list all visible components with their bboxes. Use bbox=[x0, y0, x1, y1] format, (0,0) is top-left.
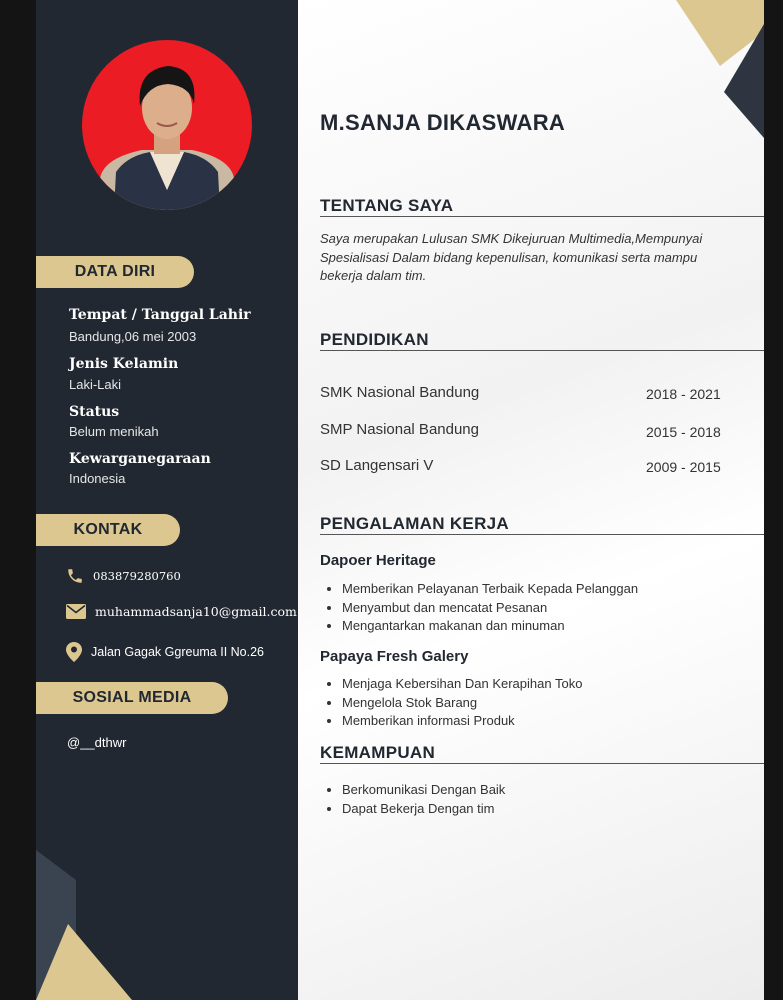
corner-decoration bbox=[36, 840, 298, 1000]
list-item: • Memberikan Pelayanan Terbaik Kepada Pelanggan bbox=[342, 580, 638, 599]
main-content bbox=[298, 0, 764, 1000]
gender-value: Laki-Laki bbox=[69, 377, 122, 392]
birth-value: Bandung,06 mei 2003 bbox=[69, 329, 197, 344]
status-label: Status bbox=[69, 404, 120, 420]
pendidikan-heading: PENDIDIKAN bbox=[320, 330, 429, 349]
sidebar bbox=[36, 0, 298, 1000]
divider bbox=[320, 216, 764, 217]
mail-icon bbox=[66, 604, 86, 619]
phone-icon bbox=[66, 567, 84, 585]
list-item: • Menyambut dan mencatat Pesanan bbox=[342, 599, 638, 618]
divider bbox=[320, 534, 764, 535]
data-diri-heading: DATA DIRI bbox=[36, 256, 194, 288]
school-name: SMP Nasional Bandung bbox=[320, 421, 479, 438]
school-years: 2018 - 2021 bbox=[646, 386, 721, 402]
list-item: • Dapat Bekerja Dengan tim bbox=[342, 800, 505, 819]
location-pin-icon bbox=[66, 642, 82, 662]
citizenship-value: Indonesia bbox=[69, 471, 126, 486]
sosial-media-heading: SOSIAL MEDIA bbox=[36, 682, 228, 714]
list-item: • Berkomunikasi Dengan Baik bbox=[342, 781, 505, 800]
status-value: Belum menikah bbox=[69, 424, 159, 439]
phone-number: 083879280760 bbox=[93, 569, 181, 583]
kontak-heading: KONTAK bbox=[36, 514, 180, 546]
list-item: • Mengelola Stok Barang bbox=[342, 694, 582, 713]
social-handle: @__dthwr bbox=[67, 735, 127, 750]
divider bbox=[320, 350, 764, 351]
address-row bbox=[66, 642, 264, 662]
skills-list bbox=[324, 781, 505, 818]
divider bbox=[320, 763, 764, 764]
list-item: • Memberikan informasi Produk bbox=[342, 712, 582, 731]
resume-page bbox=[36, 0, 764, 1000]
citizenship-label: Kewarganegaraan bbox=[69, 451, 211, 467]
email-row bbox=[66, 604, 297, 619]
email-address: muhammadsanja10@gmail.com bbox=[95, 604, 297, 619]
full-name: M.SANJA DIKASWARA bbox=[320, 110, 566, 135]
tentang-heading: TENTANG SAYA bbox=[320, 196, 454, 215]
social-row bbox=[67, 735, 126, 750]
list-item: • Mengantarkan makanan dan minuman bbox=[342, 617, 638, 636]
job-duties-list bbox=[324, 675, 582, 731]
job-company: Papaya Fresh Galery bbox=[320, 648, 469, 665]
top-right-decoration bbox=[658, 0, 764, 140]
job-duties-list bbox=[324, 580, 638, 636]
phone-row bbox=[66, 567, 181, 585]
job-company: Dapoer Heritage bbox=[320, 552, 436, 569]
address-text: Jalan Gagak Ggreuma II No.26 bbox=[91, 645, 265, 659]
kemampuan-heading: KEMAMPUAN bbox=[320, 743, 436, 762]
gender-label: Jenis Kelamin bbox=[69, 356, 179, 372]
school-years: 2015 - 2018 bbox=[646, 424, 721, 440]
school-name: SMK Nasional Bandung bbox=[320, 384, 480, 401]
about-text: Saya merupakan Lulusan SMK Dikejuruan Multimedia,Mempunyai Spesialisasi Dalam bidang kepenulisan, komunikasi serta mampu bekerja dalam tim. bbox=[320, 231, 703, 283]
list-item: • Menjaga Kebersihan Dan Kerapihan Toko bbox=[342, 675, 582, 694]
profile-photo bbox=[82, 40, 252, 210]
school-name: SD Langensari V bbox=[320, 457, 434, 474]
pengalaman-heading: PENGALAMAN KERJA bbox=[320, 514, 509, 533]
birth-label: Tempat / Tanggal Lahir bbox=[69, 307, 251, 323]
school-years: 2009 - 2015 bbox=[646, 459, 721, 475]
